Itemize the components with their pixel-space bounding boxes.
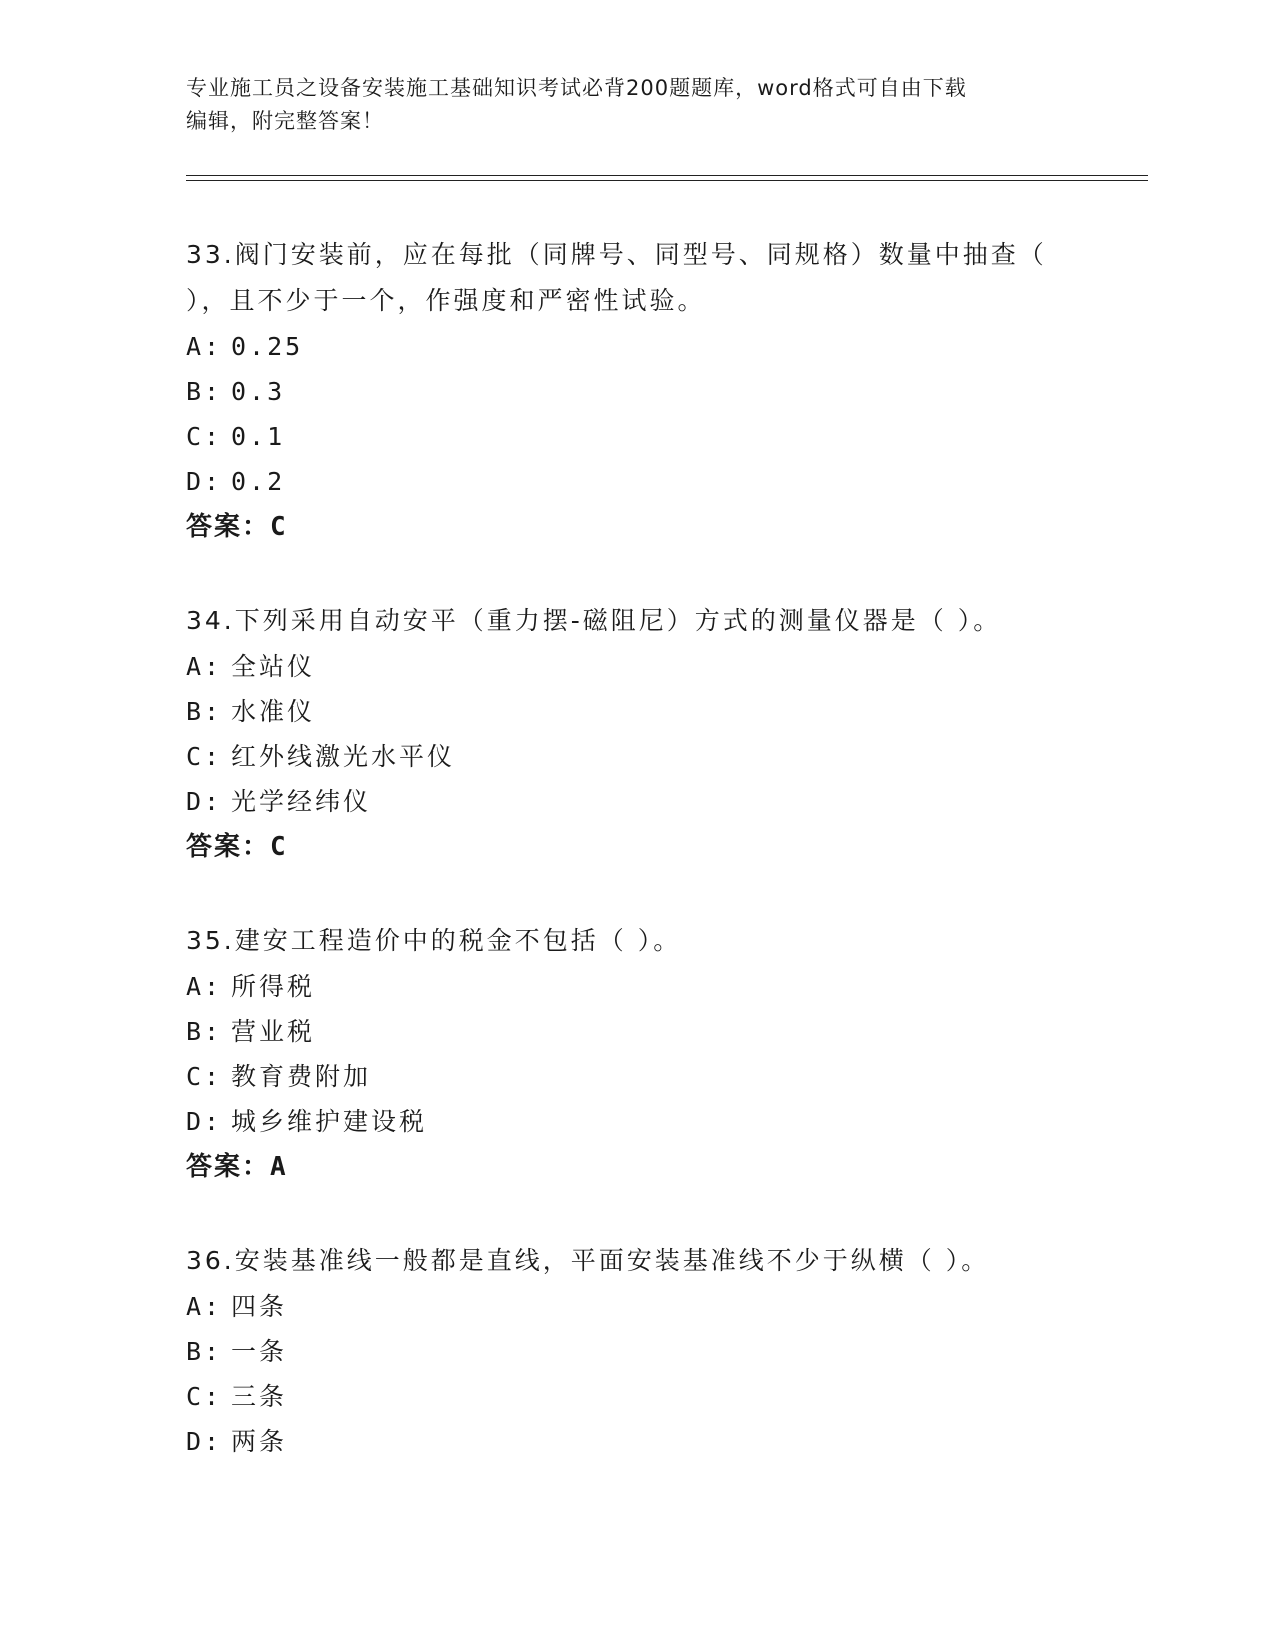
option-letter: D: xyxy=(186,1427,223,1456)
option-d xyxy=(186,1099,1086,1144)
answer-label: 答案： xyxy=(186,832,271,862)
option-letter: D: xyxy=(186,467,223,496)
option-letter: B: xyxy=(186,1337,223,1366)
header-divider-top xyxy=(186,175,1148,176)
option-text: 四条 xyxy=(231,1292,288,1321)
option-text: 三条 xyxy=(231,1382,288,1411)
answer-value: C xyxy=(270,512,288,542)
option-b xyxy=(186,689,1086,734)
option-text: 水准仪 xyxy=(231,697,316,726)
question-35 xyxy=(186,918,1086,1190)
option-letter: B: xyxy=(186,697,223,726)
option-text: 0.1 xyxy=(231,422,286,451)
answer-line xyxy=(186,824,1086,870)
answer-label: 答案： xyxy=(186,512,271,542)
option-letter: B: xyxy=(186,377,223,406)
question-list xyxy=(186,232,1086,1512)
option-text: 红外线激光水平仪 xyxy=(231,742,456,771)
header-line-1: 专业施工员之设备安装施工基础知识考试必背200题题库，word格式可自由下载 xyxy=(186,76,967,100)
option-c xyxy=(186,414,1086,459)
option-text: 光学经纬仪 xyxy=(231,787,372,816)
option-a xyxy=(186,964,1086,1009)
option-text: 营业税 xyxy=(231,1017,316,1046)
option-d xyxy=(186,1419,1086,1464)
option-text: 0.2 xyxy=(231,467,286,496)
option-letter: A: xyxy=(186,972,223,1001)
option-letter: C: xyxy=(186,1062,223,1091)
document-header xyxy=(186,72,1066,138)
answer-line xyxy=(186,504,1086,550)
header-line-2: 编辑，附完整答案！ xyxy=(186,109,384,133)
option-text: 全站仪 xyxy=(231,652,316,681)
answer-value: C xyxy=(270,832,288,862)
option-text: 一条 xyxy=(231,1337,288,1366)
answer-label: 答案： xyxy=(186,1152,271,1182)
option-a xyxy=(186,644,1086,689)
answer-value: A xyxy=(270,1152,288,1182)
option-c xyxy=(186,734,1086,779)
question-text-line: 36.安装基准线一般都是直线，平面安装基准线不少于纵横（ ）。 xyxy=(186,1246,990,1275)
option-letter: C: xyxy=(186,742,223,771)
answer-line xyxy=(186,1144,1086,1190)
question-text-line: ），且不少于一个，作强度和严密性试验。 xyxy=(186,286,706,315)
option-letter: D: xyxy=(186,787,223,816)
option-letter: A: xyxy=(186,652,223,681)
option-letter: A: xyxy=(186,332,223,361)
option-letter: B: xyxy=(186,1017,223,1046)
option-letter: C: xyxy=(186,1382,223,1411)
option-c xyxy=(186,1054,1086,1099)
option-text: 所得税 xyxy=(231,972,316,1001)
option-text: 两条 xyxy=(231,1427,288,1456)
option-a xyxy=(186,324,1086,369)
question-text-line: 33.阀门安装前，应在每批（同牌号、同型号、同规格）数量中抽查（ xyxy=(186,240,1047,269)
question-34 xyxy=(186,598,1086,870)
option-b xyxy=(186,369,1086,414)
option-a xyxy=(186,1284,1086,1329)
header-divider-bottom xyxy=(186,180,1148,181)
option-b xyxy=(186,1009,1086,1054)
option-letter: A: xyxy=(186,1292,223,1321)
question-36 xyxy=(186,1238,1086,1464)
option-text: 教育费附加 xyxy=(231,1062,372,1091)
option-text: 城乡维护建设税 xyxy=(231,1107,428,1136)
question-33 xyxy=(186,232,1086,550)
option-letter: C: xyxy=(186,422,223,451)
option-b xyxy=(186,1329,1086,1374)
option-c xyxy=(186,1374,1086,1419)
option-letter: D: xyxy=(186,1107,223,1136)
option-text: 0.25 xyxy=(231,332,304,361)
question-text-line: 35.建安工程造价中的税金不包括（ ）。 xyxy=(186,926,682,955)
question-text-line: 34.下列采用自动安平（重力摆-磁阻尼）方式的测量仪器是（ ）。 xyxy=(186,606,1002,635)
option-d xyxy=(186,779,1086,824)
option-text: 0.3 xyxy=(231,377,286,406)
option-d xyxy=(186,459,1086,504)
